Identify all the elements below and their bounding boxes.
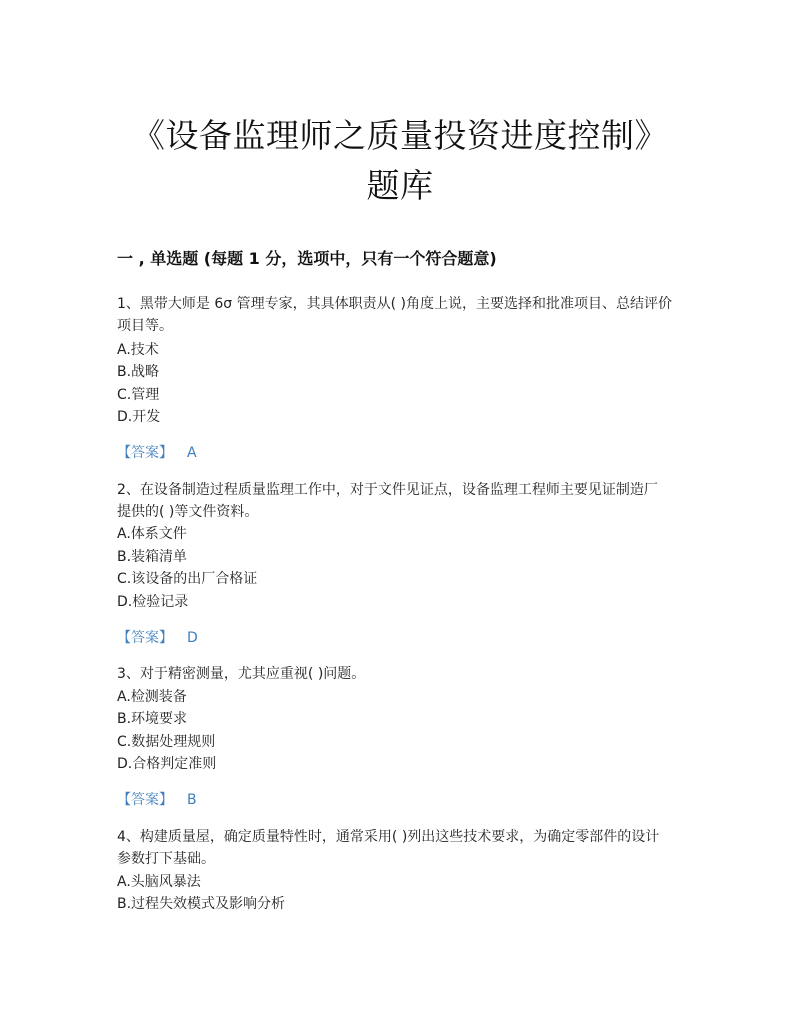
- document-title: 《设备监理师之质量投资进度控制》: [132, 116, 668, 155]
- question-4-option-b: B.过程失效模式及影响分析: [117, 896, 286, 912]
- question-4: [117, 826, 692, 870]
- section-heading: 一 , 单选题 (每题 1 分，选项中，只有一个符合题意): [117, 249, 497, 268]
- question-3: [117, 663, 692, 685]
- answer-label: 【答案】: [117, 445, 173, 461]
- question-1-answer: [117, 442, 197, 464]
- answer-value: A: [187, 445, 197, 461]
- document-subtitle: 题库: [366, 166, 434, 205]
- question-4-option-a: A.头脑风暴法: [117, 874, 201, 890]
- question-2-option-a: A.体系文件: [117, 526, 187, 542]
- answer-label: 【答案】: [117, 630, 173, 646]
- question-1-option-b: B.战略: [117, 364, 160, 380]
- question-2-option-b: B.装箱清单: [117, 549, 188, 565]
- question-1-option-d: D.开发: [117, 409, 161, 425]
- question-4-text-line2: 参数打下基础。: [117, 851, 215, 867]
- answer-value: B: [187, 792, 197, 808]
- question-2-answer: [117, 627, 198, 649]
- question-3-option-c: C.数据处理规则: [117, 734, 216, 750]
- question-2-text-line1: 2、在设备制造过程质量监理工作中，对于文件见证点，设备监理工程师主要见证制造厂: [117, 482, 658, 498]
- question-1-option-a: A.技术: [117, 342, 159, 358]
- question-1-text-line1: 1、黑带大师是 6σ 管理专家，其具体职责从( )角度上说，主要选择和批准项目、总结评价: [117, 296, 672, 312]
- question-4-text-line1: 4、构建质量屋，确定质量特性时，通常采用( )列出这些技术要求，为确定零部件的设计: [117, 829, 660, 845]
- question-3-option-a: A.检测装备: [117, 689, 187, 705]
- question-3-option-d: D.合格判定准则: [117, 756, 217, 772]
- question-1-text-line2: 项目等。: [117, 318, 173, 334]
- question-2-option-c: C.该设备的出厂合格证: [117, 571, 258, 587]
- answer-value: D: [187, 630, 198, 646]
- question-3-answer: [117, 789, 197, 811]
- question-2-text-line2: 提供的( )等文件资料。: [117, 504, 259, 520]
- question-2-option-d: D.检验记录: [117, 594, 189, 610]
- question-1-option-c: C.管理: [117, 387, 160, 403]
- question-3-option-b: B.环境要求: [117, 711, 188, 727]
- question-1: [117, 293, 692, 337]
- question-2: [117, 479, 692, 523]
- question-3-text-line1: 3、对于精密测量，尤其应重视( )问题。: [117, 666, 366, 682]
- answer-label: 【答案】: [117, 792, 173, 808]
